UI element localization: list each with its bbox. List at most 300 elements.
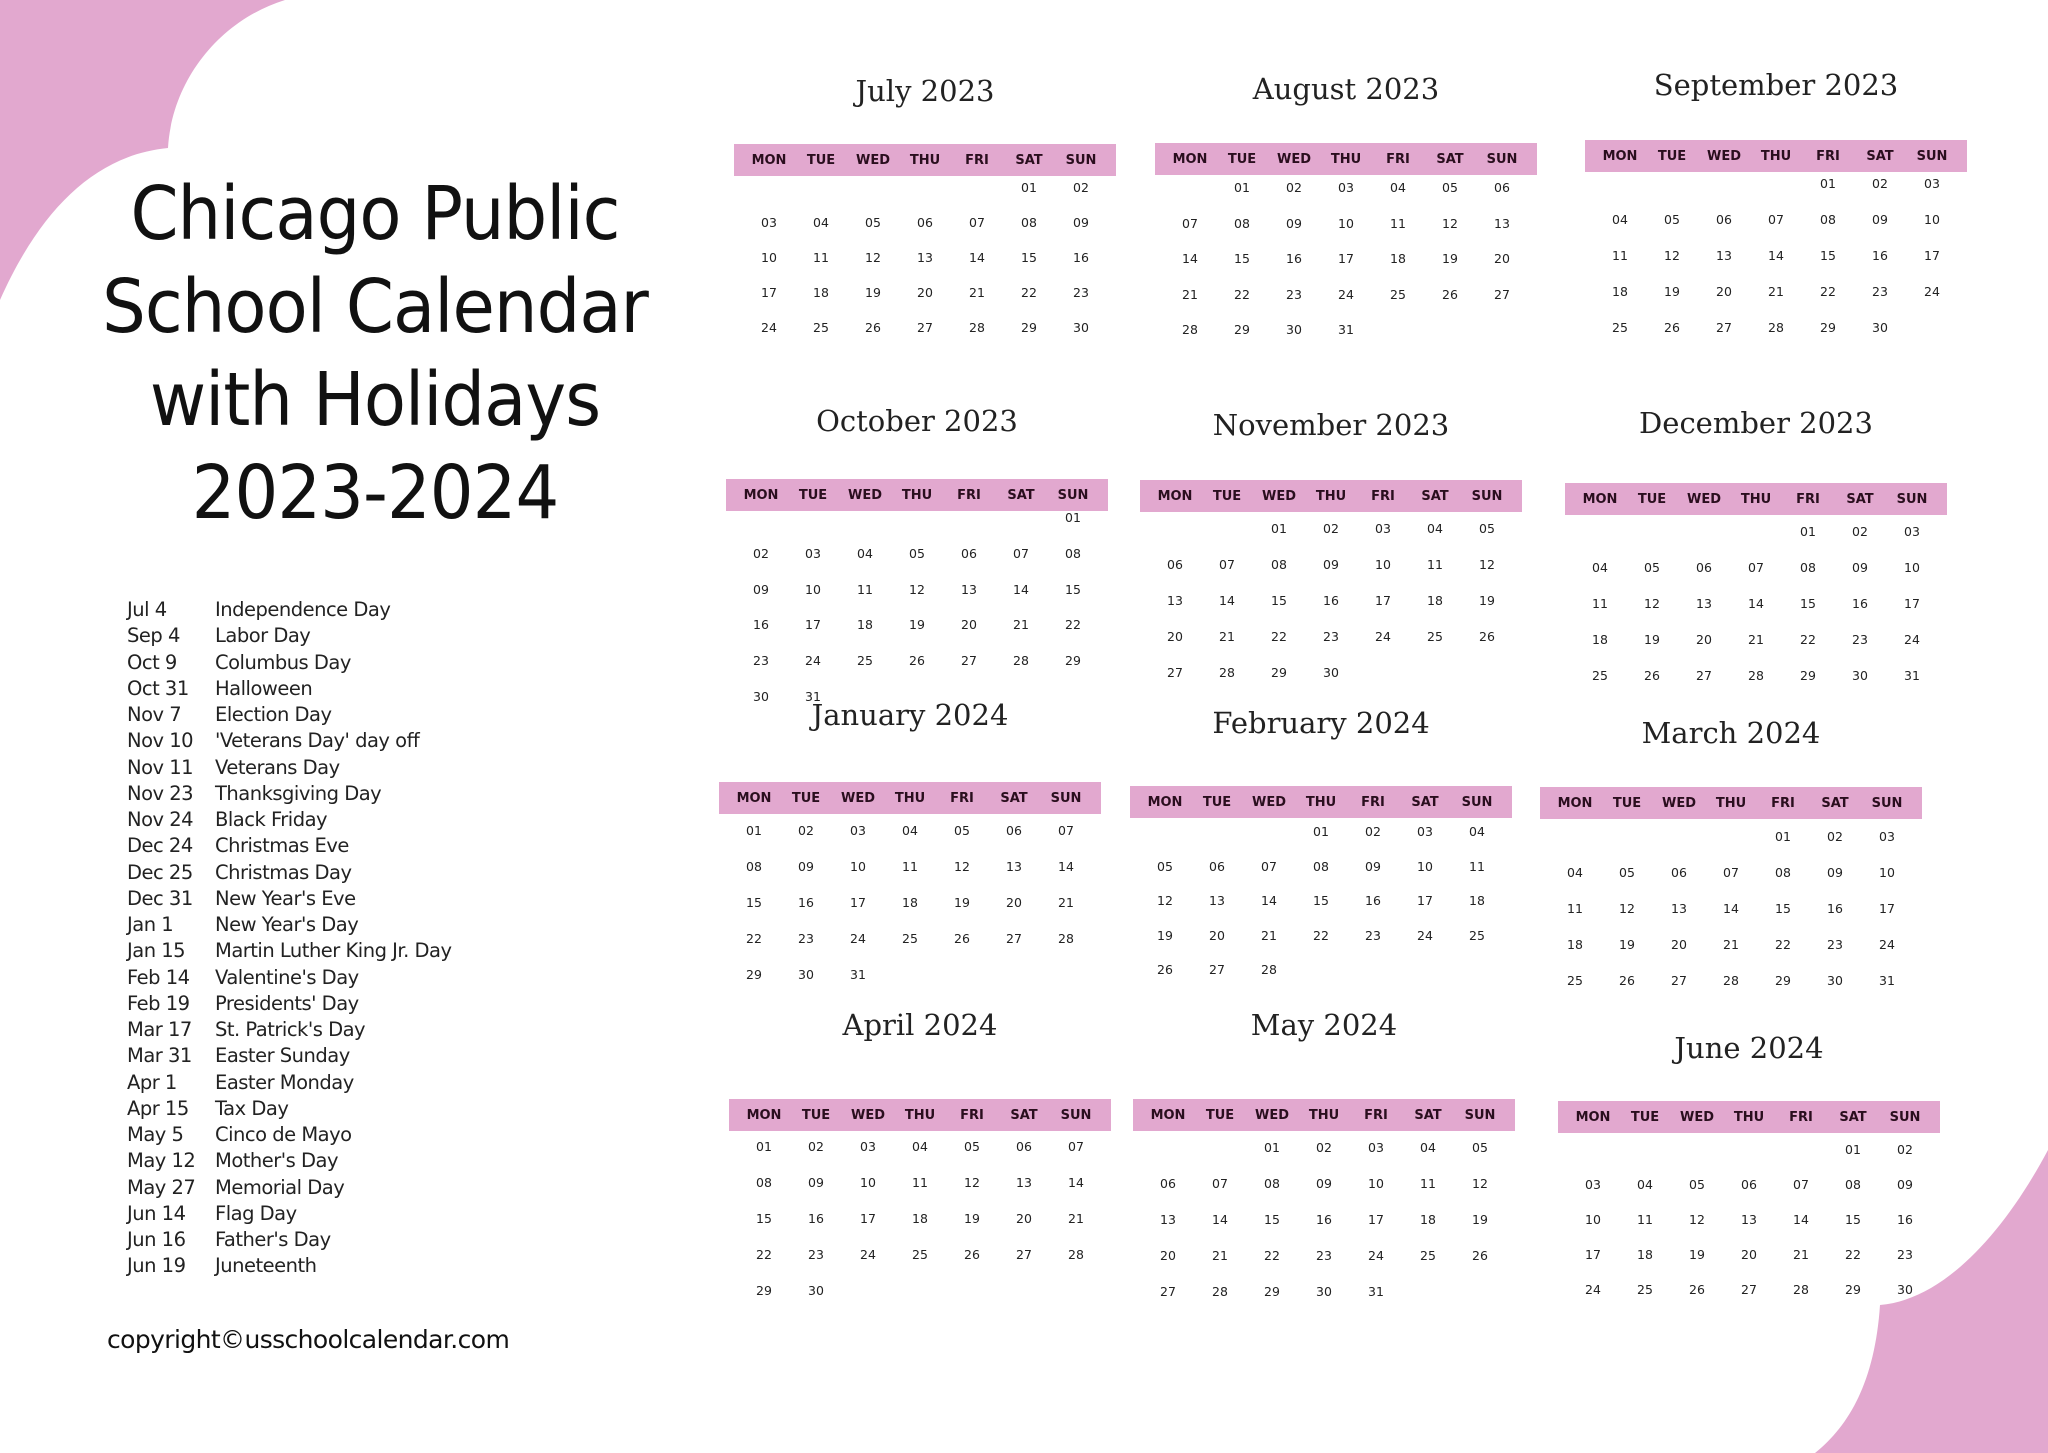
day-cell: 17 bbox=[1338, 251, 1354, 266]
day-cell: 15 bbox=[756, 1211, 772, 1226]
week-row bbox=[1149, 629, 1513, 665]
weekday-label: SUN bbox=[1057, 487, 1089, 503]
day-cell: 26 bbox=[909, 653, 925, 669]
weekday-label: FRI bbox=[1789, 1109, 1813, 1125]
day-cell: 02 bbox=[1872, 176, 1888, 191]
weekday-label: WED bbox=[1686, 491, 1721, 507]
holiday-date: May 12 bbox=[127, 1149, 196, 1173]
day-cell: 26 bbox=[1619, 973, 1635, 988]
week-row bbox=[1149, 593, 1513, 629]
weekday-label: SAT bbox=[1839, 1109, 1867, 1125]
day-cell: 25 bbox=[1612, 320, 1628, 335]
day-cell: 25 bbox=[1390, 286, 1406, 302]
week-row bbox=[1594, 212, 1958, 248]
day-cell: 30 bbox=[798, 967, 814, 982]
day-cell: 20 bbox=[1016, 1211, 1032, 1226]
day-cell: 14 bbox=[1013, 581, 1029, 597]
month-title: May 2024 bbox=[1250, 1008, 1398, 1042]
day-cell: 28 bbox=[1212, 1284, 1228, 1299]
weekday-label: TUE bbox=[1657, 148, 1687, 164]
weekday-label: FRI bbox=[1364, 1107, 1388, 1123]
day-cell: 23 bbox=[753, 653, 769, 669]
day-cell: 18 bbox=[912, 1211, 928, 1226]
title-line-3: with Holidays bbox=[149, 357, 601, 443]
day-cell bbox=[1549, 829, 1601, 865]
day-cell bbox=[1424, 322, 1476, 358]
day-cell: 01 bbox=[1313, 824, 1329, 839]
holiday-date: Apr 15 bbox=[127, 1096, 189, 1120]
day-cell bbox=[847, 180, 899, 215]
day-cell: 18 bbox=[1427, 593, 1443, 608]
day-cell: 30 bbox=[1286, 322, 1302, 337]
weekday-label: WED bbox=[1661, 795, 1696, 811]
month-title: August 2023 bbox=[1252, 72, 1440, 106]
weekday-label: FRI bbox=[1386, 151, 1410, 167]
day-cell: 08 bbox=[1800, 560, 1816, 575]
day-cell: 16 bbox=[1316, 1212, 1332, 1227]
day-cell: 08 bbox=[1021, 215, 1037, 230]
weekday-label: WED bbox=[1254, 1107, 1289, 1123]
holiday-date: Jun 14 bbox=[127, 1201, 186, 1225]
day-cell: 28 bbox=[1182, 322, 1198, 337]
day-cell: 09 bbox=[1073, 215, 1089, 230]
day-cell: 11 bbox=[1469, 858, 1485, 874]
day-cell: 02 bbox=[1316, 1140, 1332, 1155]
day-cell: 09 bbox=[1323, 557, 1339, 572]
day-cell: 06 bbox=[1016, 1139, 1032, 1154]
day-cell: 08 bbox=[1264, 1176, 1280, 1191]
day-cell: 04 bbox=[1427, 521, 1443, 536]
day-cell: 27 bbox=[1494, 286, 1510, 302]
day-cell: 09 bbox=[1897, 1177, 1913, 1192]
weekday-label: SAT bbox=[1866, 148, 1894, 164]
day-cell: 25 bbox=[1469, 927, 1485, 943]
day-cell bbox=[1601, 829, 1653, 865]
day-cell: 11 bbox=[1612, 248, 1628, 263]
day-cell: 23 bbox=[1073, 285, 1089, 300]
day-cell: 20 bbox=[1671, 937, 1687, 952]
day-cell: 03 bbox=[1879, 829, 1895, 844]
week-row bbox=[1594, 248, 1958, 284]
day-cell: 11 bbox=[1427, 557, 1443, 572]
week-row bbox=[1567, 1212, 1931, 1247]
week-row bbox=[728, 823, 1092, 859]
day-cell: 27 bbox=[1160, 1284, 1176, 1299]
weekday-label: THU bbox=[1733, 1109, 1765, 1125]
day-cell: 18 bbox=[1612, 284, 1628, 299]
day-cell: 27 bbox=[1209, 962, 1225, 977]
holiday-name: Labor Day bbox=[215, 624, 311, 648]
day-cell: 13 bbox=[1209, 893, 1225, 908]
week-row bbox=[1164, 180, 1528, 216]
day-cell: 20 bbox=[1741, 1247, 1757, 1262]
day-cell: 01 bbox=[1775, 829, 1791, 844]
day-cell: 20 bbox=[1006, 895, 1022, 910]
weekday-label: SAT bbox=[1010, 1107, 1038, 1123]
day-cell bbox=[943, 510, 995, 546]
day-cell: 03 bbox=[805, 545, 821, 561]
week-row bbox=[1164, 251, 1528, 287]
weekday-label: WED bbox=[850, 1107, 885, 1123]
weekday-label: FRI bbox=[1771, 795, 1795, 811]
day-cell: 29 bbox=[1775, 973, 1791, 988]
day-cell: 13 bbox=[1671, 901, 1687, 916]
day-cell bbox=[1347, 962, 1399, 997]
day-cell: 07 bbox=[1261, 858, 1277, 874]
day-cell: 06 bbox=[1006, 823, 1022, 838]
day-cell: 24 bbox=[850, 931, 866, 946]
weekday-header-bar bbox=[1140, 480, 1522, 512]
holiday-name: Christmas Day bbox=[215, 860, 352, 884]
day-cell: 14 bbox=[1261, 893, 1277, 908]
holiday-name: Independence Day bbox=[215, 598, 391, 621]
day-cell: 09 bbox=[753, 581, 769, 597]
weekday-header-bar bbox=[1133, 1099, 1515, 1131]
day-cell: 05 bbox=[1664, 212, 1680, 227]
week-row bbox=[743, 320, 1107, 355]
day-cell: 03 bbox=[1585, 1177, 1601, 1192]
day-cell: 21 bbox=[1058, 895, 1074, 910]
day-cell: 28 bbox=[969, 320, 985, 335]
day-cell: 25 bbox=[1420, 1248, 1436, 1263]
weekday-label: TUE bbox=[806, 152, 836, 168]
weekday-label: MON bbox=[1150, 1107, 1186, 1123]
day-cell bbox=[1461, 665, 1513, 701]
day-cell: 23 bbox=[798, 931, 814, 946]
day-cell: 24 bbox=[1924, 284, 1940, 299]
weekday-label: SUN bbox=[1060, 1107, 1092, 1123]
weekday-label: TUE bbox=[1227, 151, 1257, 167]
month-title: September 2023 bbox=[1653, 68, 1899, 102]
day-cell: 24 bbox=[1338, 286, 1354, 302]
weekday-label: SUN bbox=[1916, 148, 1948, 164]
day-cell: 11 bbox=[1420, 1176, 1436, 1191]
day-cell: 21 bbox=[1793, 1247, 1809, 1262]
day-cell: 31 bbox=[1338, 322, 1354, 337]
day-cell bbox=[951, 180, 1003, 215]
day-cell: 10 bbox=[805, 581, 821, 597]
day-cell: 04 bbox=[1390, 180, 1406, 195]
day-grid bbox=[1164, 180, 1528, 358]
holiday-date: Feb 14 bbox=[127, 965, 190, 989]
week-row bbox=[1549, 865, 1913, 901]
day-cell: 06 bbox=[1494, 180, 1510, 195]
week-row bbox=[743, 215, 1107, 250]
day-cell bbox=[1454, 1284, 1506, 1320]
copyright-text: copyright©usschoolcalendar.com bbox=[107, 1325, 510, 1354]
weekday-label: FRI bbox=[950, 790, 974, 806]
weekday-label: SUN bbox=[1065, 152, 1097, 168]
holiday-name: Election Day bbox=[215, 703, 332, 726]
day-cell: 31 bbox=[1368, 1284, 1384, 1299]
day-cell: 06 bbox=[961, 545, 977, 561]
day-cell: 21 bbox=[1212, 1248, 1228, 1263]
day-cell: 14 bbox=[1182, 251, 1198, 266]
day-cell: 30 bbox=[1827, 973, 1843, 988]
weekday-label: MON bbox=[1157, 488, 1193, 504]
day-cell: 25 bbox=[1592, 668, 1608, 683]
day-cell: 06 bbox=[1167, 557, 1183, 572]
weekday-label: SAT bbox=[1846, 491, 1874, 507]
day-cell: 29 bbox=[746, 967, 762, 982]
day-cell: 02 bbox=[1852, 524, 1868, 539]
day-cell: 11 bbox=[1637, 1212, 1653, 1227]
day-cell: 20 bbox=[1209, 927, 1225, 943]
weekday-label: WED bbox=[1679, 1109, 1714, 1125]
day-cell: 29 bbox=[1800, 668, 1816, 683]
day-cell: 15 bbox=[1021, 250, 1037, 265]
day-cell bbox=[1164, 180, 1216, 216]
holiday-date: May 27 bbox=[127, 1175, 196, 1199]
day-cell bbox=[891, 510, 943, 546]
day-cell: 30 bbox=[1872, 320, 1888, 335]
day-cell: 01 bbox=[1845, 1142, 1861, 1157]
day-cell bbox=[1194, 1140, 1246, 1176]
day-cell: 10 bbox=[1375, 557, 1391, 572]
day-cell: 29 bbox=[1021, 320, 1037, 335]
day-cell: 15 bbox=[1271, 593, 1287, 608]
weekday-header-bar bbox=[1540, 787, 1922, 819]
day-grid bbox=[728, 823, 1092, 1003]
holiday-name: Father's Day bbox=[215, 1228, 331, 1251]
day-cell: 02 bbox=[1897, 1142, 1913, 1157]
week-row bbox=[1142, 1284, 1506, 1320]
day-cell: 12 bbox=[1472, 1176, 1488, 1191]
day-cell: 26 bbox=[865, 320, 881, 335]
day-cell: 12 bbox=[909, 581, 925, 597]
day-cell: 03 bbox=[850, 823, 866, 838]
day-cell bbox=[1372, 322, 1424, 358]
day-cell: 01 bbox=[1234, 180, 1250, 195]
holiday-name: Columbus Day bbox=[215, 650, 351, 674]
day-cell bbox=[988, 967, 1040, 1003]
week-row bbox=[1139, 824, 1503, 859]
week-row bbox=[1574, 596, 1938, 632]
day-cell: 28 bbox=[1793, 1282, 1809, 1297]
day-cell: 23 bbox=[808, 1247, 824, 1262]
day-cell: 05 bbox=[1157, 858, 1173, 874]
month-title: July 2023 bbox=[855, 74, 995, 108]
day-cell: 22 bbox=[1021, 285, 1037, 300]
day-cell: 22 bbox=[1800, 632, 1816, 647]
day-cell: 16 bbox=[1323, 593, 1339, 608]
day-cell bbox=[1191, 824, 1243, 859]
day-cell: 13 bbox=[1741, 1212, 1757, 1227]
day-cell: 21 bbox=[1768, 284, 1784, 299]
week-row bbox=[735, 582, 1099, 618]
holiday-name: New Year's Eve bbox=[215, 886, 356, 910]
day-cell: 25 bbox=[857, 653, 873, 669]
day-cell: 14 bbox=[1748, 596, 1764, 611]
day-cell: 07 bbox=[1068, 1139, 1084, 1154]
day-cell: 09 bbox=[798, 859, 814, 874]
day-cell: 01 bbox=[1264, 1140, 1280, 1155]
day-cell bbox=[1357, 665, 1409, 701]
weekday-label: MON bbox=[1575, 1109, 1611, 1125]
day-cell: 14 bbox=[1068, 1175, 1084, 1190]
day-cell bbox=[787, 510, 839, 546]
day-cell: 07 bbox=[1013, 545, 1029, 561]
day-cell: 24 bbox=[1368, 1248, 1384, 1263]
day-cell bbox=[1626, 524, 1678, 560]
day-cell: 19 bbox=[1619, 937, 1635, 952]
day-cell: 12 bbox=[1157, 893, 1173, 908]
weekday-label: SAT bbox=[1411, 794, 1439, 810]
holiday-date: Oct 9 bbox=[127, 650, 177, 674]
day-cell: 29 bbox=[1820, 320, 1836, 335]
day-cell: 21 bbox=[1261, 927, 1277, 943]
day-cell: 09 bbox=[1852, 560, 1868, 575]
day-cell: 27 bbox=[1006, 931, 1022, 946]
day-cell: 05 bbox=[1472, 1140, 1488, 1155]
week-row bbox=[1574, 632, 1938, 668]
day-cell: 30 bbox=[1897, 1282, 1913, 1297]
weekday-label: MON bbox=[751, 152, 787, 168]
month-title: June 2024 bbox=[1674, 1031, 1824, 1065]
day-cell bbox=[1243, 824, 1295, 859]
day-cell bbox=[1698, 176, 1750, 212]
day-cell: 17 bbox=[1904, 596, 1920, 611]
day-cell: 28 bbox=[1058, 931, 1074, 946]
day-cell: 05 bbox=[1479, 521, 1495, 536]
day-cell bbox=[1050, 1283, 1102, 1319]
holiday-date: Nov 23 bbox=[127, 781, 194, 805]
day-cell: 24 bbox=[1375, 629, 1391, 644]
day-cell: 30 bbox=[1073, 320, 1089, 335]
day-cell: 02 bbox=[1323, 521, 1339, 536]
day-cell: 11 bbox=[1567, 901, 1583, 916]
day-cell: 07 bbox=[1748, 560, 1764, 575]
day-cell: 23 bbox=[1286, 286, 1302, 302]
day-cell: 04 bbox=[857, 545, 873, 561]
day-cell: 29 bbox=[1845, 1282, 1861, 1297]
day-cell: 26 bbox=[954, 931, 970, 946]
day-cell: 19 bbox=[1644, 632, 1660, 647]
weekday-label: TUE bbox=[791, 790, 821, 806]
day-cell: 12 bbox=[954, 859, 970, 874]
holiday-name: Flag Day bbox=[215, 1201, 297, 1225]
holiday-date: Sep 4 bbox=[127, 624, 180, 648]
month-title: January 2024 bbox=[811, 698, 1009, 732]
day-grid bbox=[735, 510, 1099, 725]
day-cell: 03 bbox=[1904, 524, 1920, 539]
day-cell bbox=[1594, 176, 1646, 212]
week-row bbox=[1574, 560, 1938, 596]
day-cell: 12 bbox=[1644, 596, 1660, 611]
day-cell bbox=[1567, 1142, 1619, 1177]
day-cell: 07 bbox=[1182, 215, 1198, 231]
week-row bbox=[1549, 901, 1913, 937]
week-row bbox=[735, 546, 1099, 582]
day-cell: 10 bbox=[1924, 212, 1940, 227]
day-cell: 05 bbox=[1442, 180, 1458, 195]
weekday-label: SAT bbox=[1007, 487, 1035, 503]
day-cell bbox=[839, 510, 891, 546]
day-cell bbox=[1476, 322, 1528, 358]
week-row bbox=[1164, 216, 1528, 252]
month-title: December 2023 bbox=[1639, 406, 1873, 440]
holiday-name: Tax Day bbox=[215, 1096, 289, 1120]
day-cell: 04 bbox=[1612, 212, 1628, 227]
day-cell bbox=[995, 510, 1047, 546]
holiday-name: Valentine's Day bbox=[215, 965, 359, 989]
day-cell: 15 bbox=[1234, 251, 1250, 266]
week-row bbox=[1574, 668, 1938, 704]
day-cell: 10 bbox=[850, 859, 866, 874]
day-grid bbox=[1567, 1142, 1931, 1317]
day-cell: 13 bbox=[1716, 248, 1732, 263]
holiday-date: Jun 19 bbox=[127, 1254, 186, 1278]
day-cell: 09 bbox=[1827, 865, 1843, 880]
day-cell bbox=[1040, 967, 1092, 1003]
day-cell: 27 bbox=[1696, 668, 1712, 683]
day-cell: 05 bbox=[1689, 1177, 1705, 1192]
day-cell bbox=[1653, 829, 1705, 865]
day-cell: 09 bbox=[1872, 212, 1888, 227]
day-cell: 18 bbox=[1567, 937, 1583, 952]
weekday-label: THU bbox=[1315, 488, 1347, 504]
day-cell: 10 bbox=[860, 1175, 876, 1190]
day-cell bbox=[735, 510, 787, 546]
holiday-date: Oct 31 bbox=[127, 676, 189, 700]
day-cell: 12 bbox=[1479, 557, 1495, 572]
day-cell: 18 bbox=[1637, 1247, 1653, 1262]
day-cell: 28 bbox=[1013, 653, 1029, 669]
day-cell: 17 bbox=[1879, 901, 1895, 916]
week-row bbox=[735, 653, 1099, 689]
day-cell: 15 bbox=[1313, 893, 1329, 908]
day-cell: 01 bbox=[746, 823, 762, 838]
day-cell: 18 bbox=[1469, 893, 1485, 908]
day-cell: 30 bbox=[753, 688, 769, 704]
holiday-date: May 5 bbox=[127, 1123, 184, 1146]
day-cell: 10 bbox=[761, 250, 777, 265]
day-cell: 31 bbox=[850, 967, 866, 982]
week-row bbox=[1142, 1248, 1506, 1284]
week-row bbox=[1149, 665, 1513, 701]
day-cell: 30 bbox=[1316, 1284, 1332, 1299]
day-cell: 05 bbox=[865, 215, 881, 230]
day-cell: 12 bbox=[1442, 215, 1458, 231]
holiday-name: Christmas Eve bbox=[215, 834, 349, 858]
month-title: October 2023 bbox=[816, 404, 1018, 438]
day-cell: 16 bbox=[1073, 250, 1089, 265]
day-cell: 07 bbox=[1219, 557, 1235, 572]
weekday-label: MON bbox=[1172, 151, 1208, 167]
weekday-label: TUE bbox=[1202, 794, 1232, 810]
day-cell: 03 bbox=[761, 215, 777, 230]
day-cell: 03 bbox=[860, 1139, 876, 1154]
day-cell: 27 bbox=[1671, 973, 1687, 988]
week-row bbox=[1149, 557, 1513, 593]
week-row bbox=[1164, 287, 1528, 323]
holiday-date: Nov 10 bbox=[127, 729, 194, 753]
weekday-label: SUN bbox=[1896, 491, 1928, 507]
day-cell: 29 bbox=[1271, 665, 1287, 680]
holiday-date: Jan 15 bbox=[127, 939, 186, 963]
day-cell: 19 bbox=[1157, 927, 1173, 943]
week-row bbox=[738, 1139, 1102, 1175]
day-cell: 13 bbox=[1006, 859, 1022, 874]
day-cell: 10 bbox=[1338, 215, 1354, 231]
week-row bbox=[1567, 1177, 1931, 1212]
day-cell: 04 bbox=[1420, 1140, 1436, 1155]
weekday-label: SAT bbox=[1436, 151, 1464, 167]
day-cell: 20 bbox=[1160, 1248, 1176, 1263]
day-cell bbox=[899, 180, 951, 215]
day-cell: 19 bbox=[865, 285, 881, 300]
day-cell: 22 bbox=[1234, 286, 1250, 302]
